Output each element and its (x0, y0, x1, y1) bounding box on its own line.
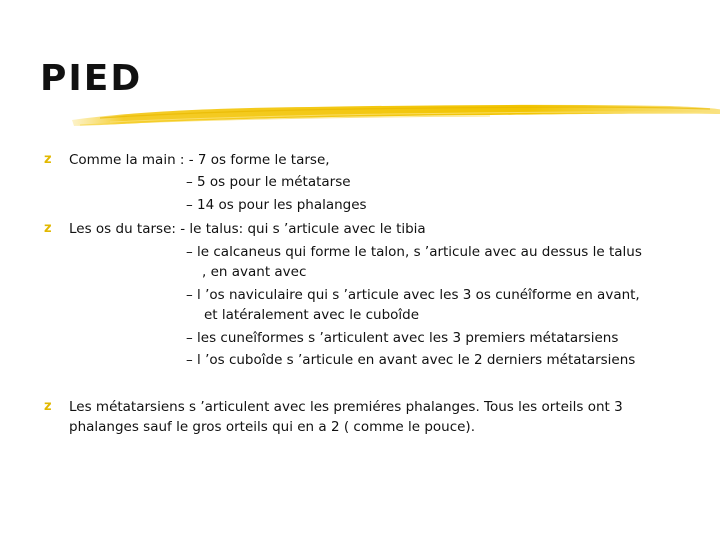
list-item: – l ’os naviculaire qui s ’articule avec les 3 os cunéîforme en avant, (186, 287, 640, 303)
bullet-marker: z (44, 152, 52, 167)
list-item: – les cuneîformes s ’articulent avec les 3 premiers métatarsiens (186, 330, 619, 346)
list-item: phalanges sauf le gros orteils qui en a 2 ( comme le pouce). (69, 419, 475, 435)
bullet-marker: z (44, 399, 52, 414)
list-item: Comme la main : - 7 os forme le tarse, (69, 152, 330, 168)
slide-title: PIED (40, 58, 143, 99)
list-item: Les métatarsiens s ’articulent avec les premiéres phalanges. Tous les orteils ont 3 (69, 399, 623, 415)
list-item: – le calcaneus qui forme le talon, s ’articule avec au dessus le talus (186, 244, 642, 260)
list-item: , en avant avec (202, 264, 307, 280)
list-item: Les os du tarse: - le talus: qui s ’articule avec le tibia (69, 221, 426, 237)
list-item: – 5 os pour le métatarse (186, 174, 351, 190)
list-item: – 14 os pour les phalanges (186, 197, 367, 213)
list-item: et latéralement avec le cuboîde (204, 307, 420, 323)
list-item: – l ’os cuboîde s ’articule en avant avec le 2 derniers métatarsiens (186, 352, 636, 368)
bullet-marker: z (44, 221, 52, 236)
